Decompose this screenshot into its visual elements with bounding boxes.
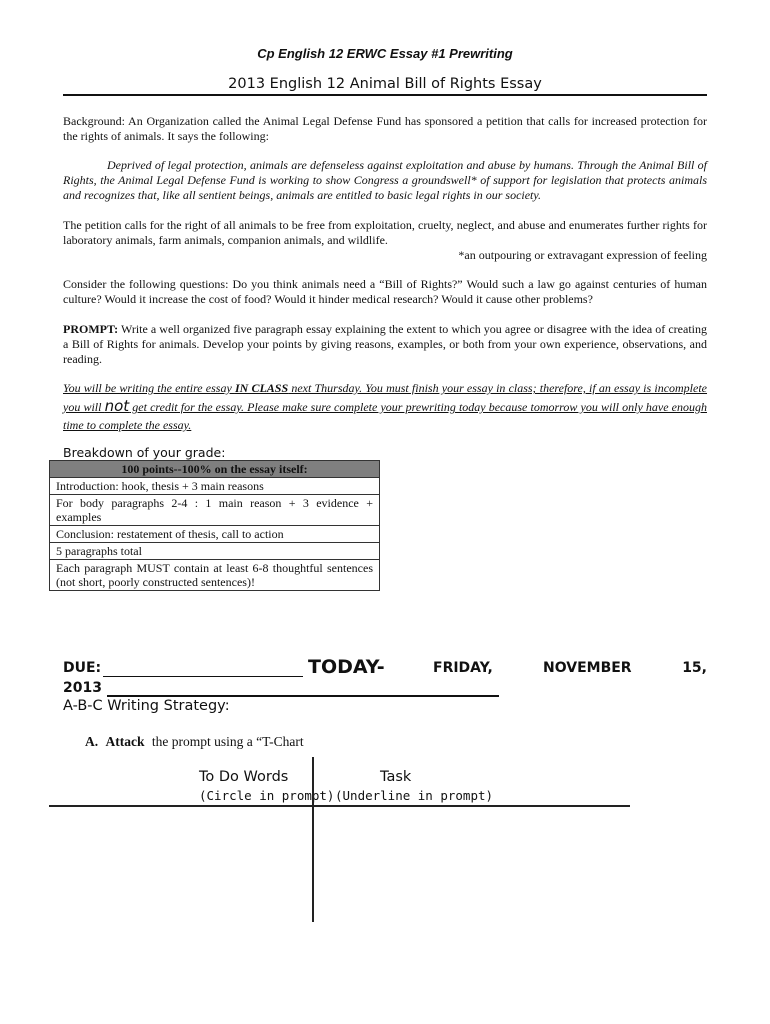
due-weekday: FRIDAY, — [433, 660, 493, 676]
tchart-left-subtitle: (Circle in prompt) — [199, 788, 335, 803]
course-title: Cp English 12 ERWC Essay #1 Prewriting — [257, 46, 513, 61]
strategy-item-bold: Attack — [105, 734, 145, 749]
strategy-item-letter: A. — [85, 734, 99, 749]
petition-paragraph: The petition calls for the right of all animals to be free from exploitation, cruelty, neglect, and abuse and enumerates further rights for laboratory animals, farm animals, companion animals, and wildlife. — [63, 218, 707, 247]
grade-table — [49, 460, 380, 591]
assignment-part1: You will be writing the entire essay — [63, 381, 235, 395]
grade-row-intro: Introduction: hook, thesis + 3 main reasons — [50, 478, 380, 495]
grade-table-header: 100 points--100% on the essay itself: — [50, 461, 380, 478]
tchart-vertical-line — [312, 757, 314, 922]
grade-row-conclusion: Conclusion: restatement of thesis, call to action — [50, 526, 380, 543]
assignment-part2: next Thursday. You must finish your essay in class; therefore, if an essay is incomplete you will — [63, 381, 708, 414]
background-paragraph: Background: An Organization called the Animal Legal Defense Fund has sponsored a petition that calls for increased protection for the rights of animals. It says the following: — [63, 114, 707, 143]
strategy-item-text: the prompt using a “T-Chart — [148, 734, 304, 749]
prompt-text: Write a well organized five paragraph essay explaining the extent to which you agree or disagree with the idea of creating a Bill of Rights for animals. Develop your points by giving reasons, examples, or both from your own experience, observations, and reading. — [63, 322, 707, 366]
assignment-in-class: IN CLASS — [234, 381, 289, 395]
tchart-right-subtitle: (Underline in prompt) — [335, 788, 494, 803]
table-row — [50, 560, 380, 591]
grade-heading: Breakdown of your grade: — [63, 445, 226, 460]
due-year: 2013 — [63, 680, 102, 696]
assignment-part3: get credit for the essay. Please make sure complete your prewriting today because tomorrow you will only have enough time to complete the essay. — [63, 400, 707, 432]
due-label: DUE: — [63, 660, 102, 676]
assignment-notice — [63, 379, 707, 434]
strategy-title: A-B-C Writing Strategy: — [63, 698, 230, 714]
table-row — [50, 478, 380, 495]
table-row — [50, 526, 380, 543]
footnote: *an outpouring or extravagant expression of feeling — [458, 248, 707, 262]
essay-title: 2013 English 12 Animal Bill of Rights Essay — [63, 76, 707, 96]
due-underline — [103, 676, 303, 677]
due-month: NOVEMBER — [543, 660, 632, 676]
due-day: 15, — [682, 660, 707, 676]
prompt-paragraph — [63, 322, 707, 367]
table-row — [50, 543, 380, 560]
tchart-left-title: To Do Words — [199, 769, 289, 785]
tchart-right-title: Task — [380, 769, 412, 785]
assignment-not: not — [104, 397, 130, 415]
grade-row-body: For body paragraphs 2-4 : 1 main reason + 3 evidence + examples — [50, 495, 380, 526]
table-row — [50, 495, 380, 526]
grade-row-sentences: Each paragraph MUST contain at least 6-8 thoughtful sentences (not short, poorly constructed sentences)! — [50, 560, 380, 591]
strategy-item-attack — [85, 734, 304, 750]
petition-quote: Deprived of legal protection, animals are defenseless against exploitation and abuse by humans. Through the Animal Bill of Rights, the Animal Legal Defense Fund is working to show Congress a groundswell* of support for legislation that protects animals and recognizes that, like all sentient beings, animals are entitled to basic legal rights in our society. — [63, 158, 707, 202]
due-year-underline — [107, 695, 499, 697]
prompt-label: PROMPT: — [63, 322, 119, 336]
questions-paragraph: Consider the following questions: Do you think animals need a “Bill of Rights?” Would such a law go against centuries of human culture? Would it increase the cost of food? Would it hinder medical research? Would it cause other problems? — [63, 277, 707, 306]
grade-row-paragraphs: 5 paragraphs total — [50, 543, 380, 560]
tchart-horizontal-line — [49, 805, 630, 807]
due-today: TODAY- — [308, 656, 385, 678]
